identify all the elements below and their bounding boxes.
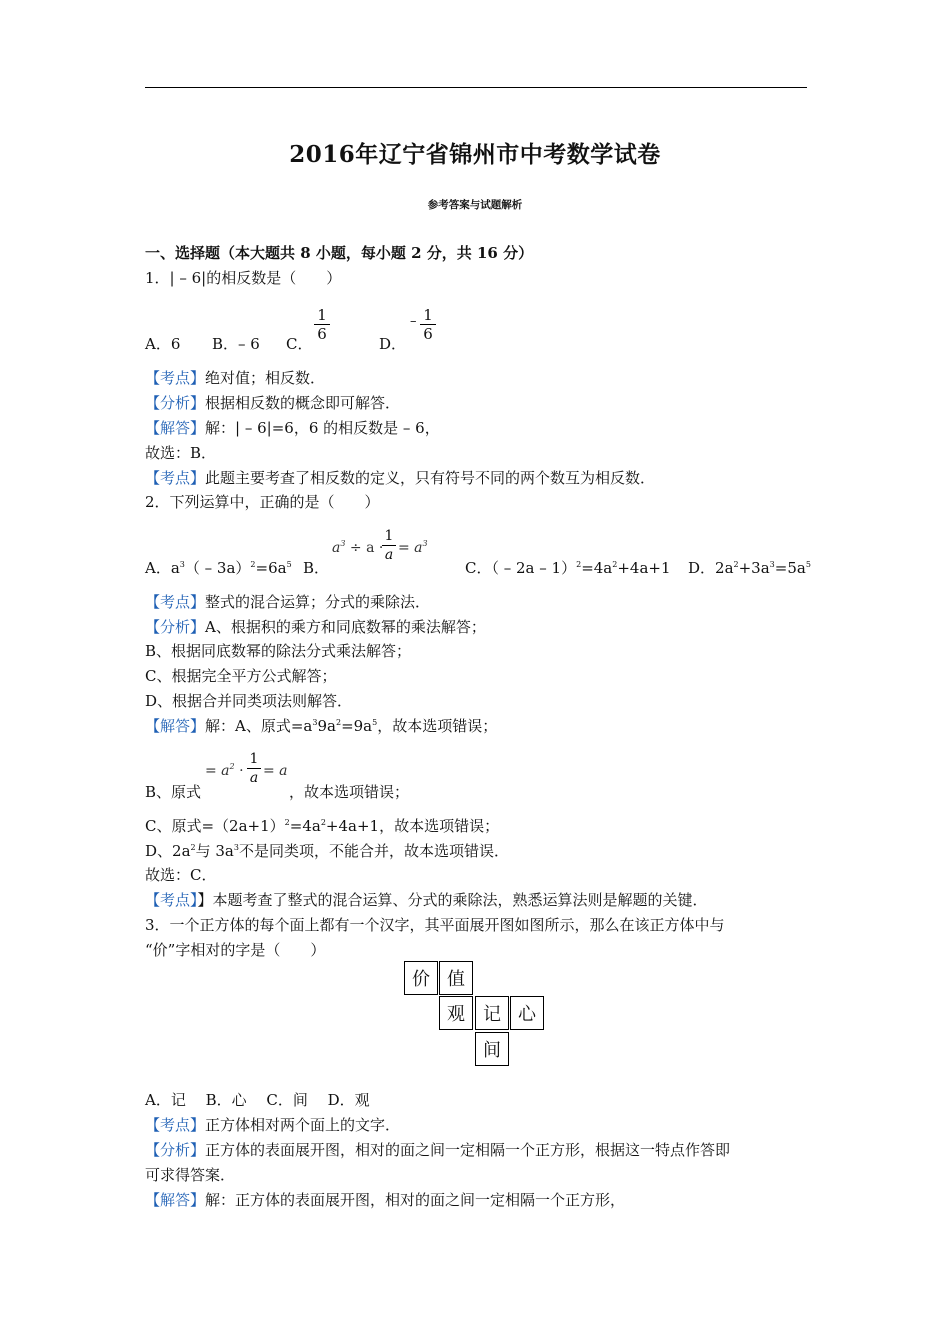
- q3-fenxi: 【分析】正方体的表面展开图，相对的面之间一定相隔一个正方形，根据这一特点作答即: [145, 1141, 731, 1159]
- fenxi-tag: 【分析】: [145, 394, 206, 412]
- q3-fenxi-cont: 可求得答案．: [145, 1166, 236, 1184]
- section-heading: 一、选择题（本大题共 8 小题，每小题 2 分，共 16 分）: [145, 244, 534, 262]
- q2-option-b-result: = $a^3$: [398, 539, 428, 556]
- q1-fraction-d: 1 6: [420, 307, 436, 342]
- dianping-tag: 【考点】: [145, 891, 198, 909]
- q1-fenxi: 【分析】根据相反数的概念即可解答．: [145, 394, 401, 412]
- q3-stem-line2: “价”字相对的字是（ ）: [145, 941, 326, 959]
- q2-fenxi-d: D、根据合并同类项法则解答．: [145, 692, 353, 710]
- jieda-tag: 【解答】: [145, 419, 206, 437]
- q1-option-d: D．: [379, 335, 407, 353]
- page-subtitle: 参考答案与试题解析: [427, 199, 523, 211]
- q3-jieda: 【解答】解：正方体的表面展开图，相对的面之间一定相隔一个正方形，: [145, 1191, 626, 1209]
- q2-line-d: D、$2a^2$与 $3a^3$不是同类项，不能合并，故本选项错误．: [145, 842, 509, 860]
- fenxi-tag: 【分析】: [145, 1141, 206, 1159]
- q3-options: A．记 B．心 C．间 D．观: [145, 1091, 370, 1109]
- q2-line-c: C、原式$=(2a+1)^2=4a^2+4a+1$，故本选项错误；: [145, 817, 500, 835]
- q1-option-c: C．: [286, 335, 313, 353]
- q1-fraction-d-sign: –: [410, 314, 417, 329]
- q3-kaodian: 【考点】正方体相对两个面上的文字．: [145, 1116, 401, 1134]
- header-rule: [145, 87, 807, 88]
- fenxi-tag: 【分析】: [145, 618, 206, 636]
- q2-line-b-conclusion: ，故本选项错误；: [289, 783, 410, 801]
- q2-line-b-result: = a: [263, 763, 288, 779]
- q3-stem-line1: 3．一个正方体的每个面上都有一个汉字，其平面展开图如图所示，那么在该正方体中与: [145, 916, 725, 934]
- q1-stem: 1．| – 6|的相反数是（ ）: [145, 269, 342, 287]
- q1-option-b: B．– 6: [212, 335, 260, 353]
- q1-answer: 故选：B．: [145, 444, 217, 462]
- q2-line-b-formula: = $a^2$ ·: [205, 762, 244, 779]
- cube-face: 记: [475, 996, 509, 1030]
- q2-option-c: C．（ – $2a - 1)^2=4a^2+4a+1$: [465, 559, 671, 577]
- q2-answer: 故选：C．: [145, 866, 217, 884]
- cube-net-diagram: [404, 961, 546, 1067]
- q2-fenxi-b: B、根据同底数幂的除法分式乘法解答；: [145, 642, 412, 660]
- kaodian-tag: 【考点】: [145, 1116, 206, 1134]
- kaodian-tag: 【考点】: [145, 369, 206, 387]
- q1-fraction-c: 1 6: [314, 307, 330, 342]
- q2-option-b: B．: [303, 559, 330, 577]
- q2-kaodian: 【考点】整式的混合运算；分式的乘除法．: [145, 593, 431, 611]
- q2-line-b-fraction: 1 a: [247, 751, 261, 786]
- q2-option-b-fraction: 1 a: [382, 528, 396, 563]
- cube-face: 价: [404, 961, 438, 995]
- q1-kaodian: 【考点】绝对值；相反数．: [145, 369, 326, 387]
- jieda-tag: 【解答】: [145, 717, 206, 735]
- q1-dianping: 【考点】此题主要考查了相反数的定义，只有符号不同的两个数互为相反数．: [145, 469, 656, 487]
- page-title: 2016年辽宁省锦州市中考数学试卷: [289, 141, 661, 168]
- cube-face: 观: [439, 996, 473, 1030]
- q1-jieda: 【解答】解：| – 6|=6，6 的相反数是 – 6，: [145, 419, 440, 437]
- jieda-tag: 【解答】: [145, 1191, 206, 1209]
- q1-option-a: A．6: [145, 335, 181, 353]
- q2-fenxi: 【分析】A、根据积的乘方和同底数幂的乘法解答；: [145, 618, 486, 636]
- q2-option-a: A．$a^3( - 3a)^2=6a^5$: [145, 559, 292, 577]
- q2-stem: 2．下列运算中，正确的是（ ）: [145, 493, 380, 511]
- dianping-tag: 【考点】: [145, 469, 206, 487]
- q2-dianping: 【考点】】本题考查了整式的混合运算、分式的乘除法，熟悉运算法则是解题的关键．: [145, 891, 708, 909]
- cube-face: 心: [510, 996, 544, 1030]
- cube-face: 间: [475, 1032, 509, 1066]
- cube-face: 值: [439, 961, 473, 995]
- q2-fenxi-c: C、根据完全平方公式解答；: [145, 667, 337, 685]
- kaodian-tag: 【考点】: [145, 593, 206, 611]
- q2-option-b-formula: $a^3 \div a$ ·: [332, 539, 384, 556]
- q2-option-d: D．$2a^2+3a^3=5a^5$: [688, 559, 811, 577]
- q2-line-b: B、原式: [145, 783, 202, 801]
- q2-jieda: 【解答】解：A、原式$=a^39a^2=9a^5$，故本选项错误；: [145, 717, 498, 735]
